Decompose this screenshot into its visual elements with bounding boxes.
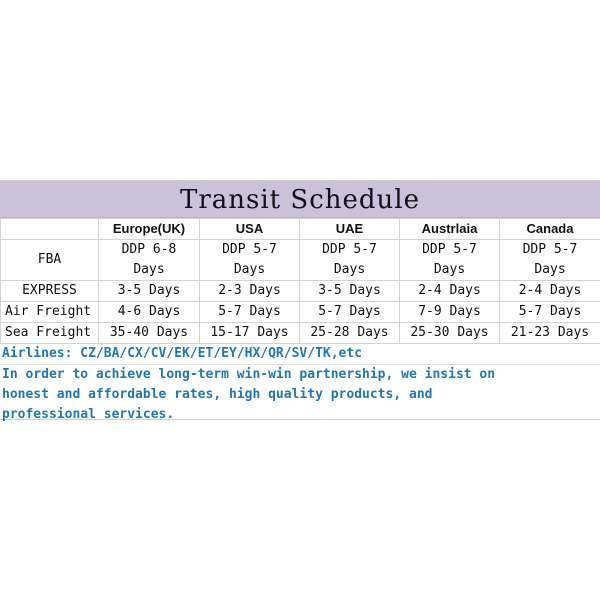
table-cell: 5-7 Days [500, 302, 600, 323]
table-cell [200, 240, 300, 281]
table-cell: 35-40 Days [99, 323, 200, 344]
promo-line: professional services. [2, 407, 175, 422]
cell-line: DDP 5-7 [422, 242, 477, 257]
table-cell: 25-28 Days [300, 323, 400, 344]
table-cell [300, 240, 400, 281]
table-cell: 3-5 Days [99, 281, 200, 302]
table-cell [400, 240, 500, 281]
transit-table [0, 218, 600, 344]
table-cell: 3-5 Days [300, 281, 400, 302]
row-label-fba: FBA [1, 240, 99, 281]
column-header-uae: UAE [300, 219, 400, 240]
promo-text [0, 365, 600, 425]
cell-line: DDP 5-7 [522, 242, 578, 257]
table-cell: 5-7 Days [300, 302, 400, 323]
cell-line: Days [333, 262, 366, 277]
table-cell [99, 240, 200, 281]
column-header-europe: Europe(UK) [99, 219, 200, 240]
cell-line: Days [433, 262, 466, 277]
column-header-canada: Canada [500, 219, 600, 240]
table-cell: 2-4 Days [500, 281, 600, 302]
table-cell: 21-23 Days [500, 323, 600, 344]
table-row-express [1, 281, 600, 302]
table-cell: 4-6 Days [99, 302, 200, 323]
cell-line: Days [233, 262, 266, 277]
cell-line: DDP 5-7 [322, 242, 377, 257]
table-row-air-freight [1, 302, 600, 323]
table-cell: 7-9 Days [400, 302, 500, 323]
row-label-air-freight: Air Freight [1, 302, 99, 323]
table-cell: 25-30 Days [400, 323, 500, 344]
column-header-usa: USA [200, 219, 300, 240]
table-header-row [1, 219, 600, 240]
table-cell: 2-3 Days [200, 281, 300, 302]
header-corner [1, 219, 99, 240]
table-cell: 2-4 Days [400, 281, 500, 302]
table-row-fba [1, 240, 600, 281]
airlines-note: Airlines: CZ/BA/CX/CV/EK/ET/EY/HX/QR/SV/TK,etc [0, 344, 600, 365]
cell-line: DDP 6-8 [121, 242, 177, 257]
schedule-title: Transit Schedule [0, 181, 600, 218]
table-cell: 5-7 Days [200, 302, 300, 323]
row-label-express: EXPRESS [1, 281, 99, 302]
table-row-sea-freight [1, 323, 600, 344]
column-header-australia: Austrlaia [400, 219, 500, 240]
promo-line: In order to achieve long-term win-win partnership, we insist on [2, 367, 496, 382]
promo-line: honest and affordable rates, high quality products, and [2, 387, 433, 402]
cell-line: Days [133, 262, 165, 277]
transit-schedule-sheet [0, 180, 600, 420]
cell-line: Days [534, 262, 566, 277]
table-cell: 15-17 Days [200, 323, 300, 344]
row-label-sea-freight: Sea Freight [1, 323, 99, 344]
table-cell [500, 240, 600, 281]
cell-line: DDP 5-7 [222, 242, 277, 257]
